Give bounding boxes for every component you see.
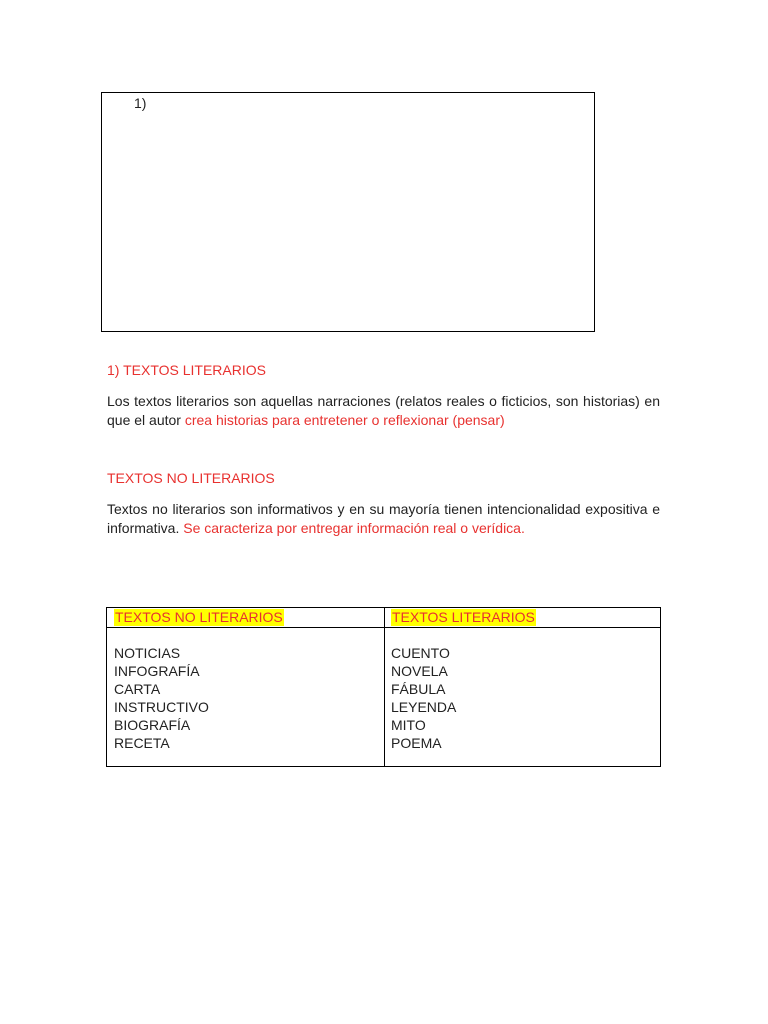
literary-list xyxy=(391,644,456,752)
table-header-divider xyxy=(107,627,660,628)
list-item: CUENTO xyxy=(391,645,450,661)
non-literary-texts-paragraph xyxy=(107,500,660,538)
list-item: BIOGRAFÍA xyxy=(114,717,191,733)
box-number: 1) xyxy=(134,95,147,111)
empty-answer-box xyxy=(101,92,595,332)
list-item: RECETA xyxy=(114,735,170,751)
list-item: NOVELA xyxy=(391,663,448,679)
non-literary-texts-paragraph-plain: Textos no literarios son informativos y en su mayoría tienen intencionalidad expositiva e informativa. xyxy=(107,501,660,536)
list-item: INFOGRAFÍA xyxy=(114,663,200,679)
non-literary-texts-paragraph-highlight: Se caracteriza por entregar información real o verídica. xyxy=(183,520,525,536)
list-item: POEMA xyxy=(391,735,442,751)
table-header-literary: TEXTOS LITERARIOS xyxy=(392,609,535,625)
literary-texts-paragraph-plain: Los textos literarios son aquellas narraciones (relatos reales o ficticios, son historias) en que el autor xyxy=(107,393,660,428)
list-item: LEYENDA xyxy=(391,699,457,715)
non-literary-list xyxy=(114,644,209,752)
list-item: CARTA xyxy=(114,681,161,697)
list-item: FÁBULA xyxy=(391,681,446,697)
literary-texts-paragraph xyxy=(107,392,660,430)
list-item: NOTICIAS xyxy=(114,645,181,661)
list-item: INSTRUCTIVO xyxy=(114,699,209,715)
literary-texts-paragraph-highlight: crea historias para entretener o reflexionar (pensar) xyxy=(184,412,505,428)
non-literary-texts-heading: TEXTOS NO LITERARIOS xyxy=(107,470,275,486)
table-column-divider xyxy=(384,608,385,766)
text-types-table xyxy=(106,607,661,767)
literary-texts-heading: 1) TEXTOS LITERARIOS xyxy=(107,362,266,378)
table-header-non-literary: TEXTOS NO LITERARIOS xyxy=(115,609,283,625)
list-item: MITO xyxy=(391,717,426,733)
